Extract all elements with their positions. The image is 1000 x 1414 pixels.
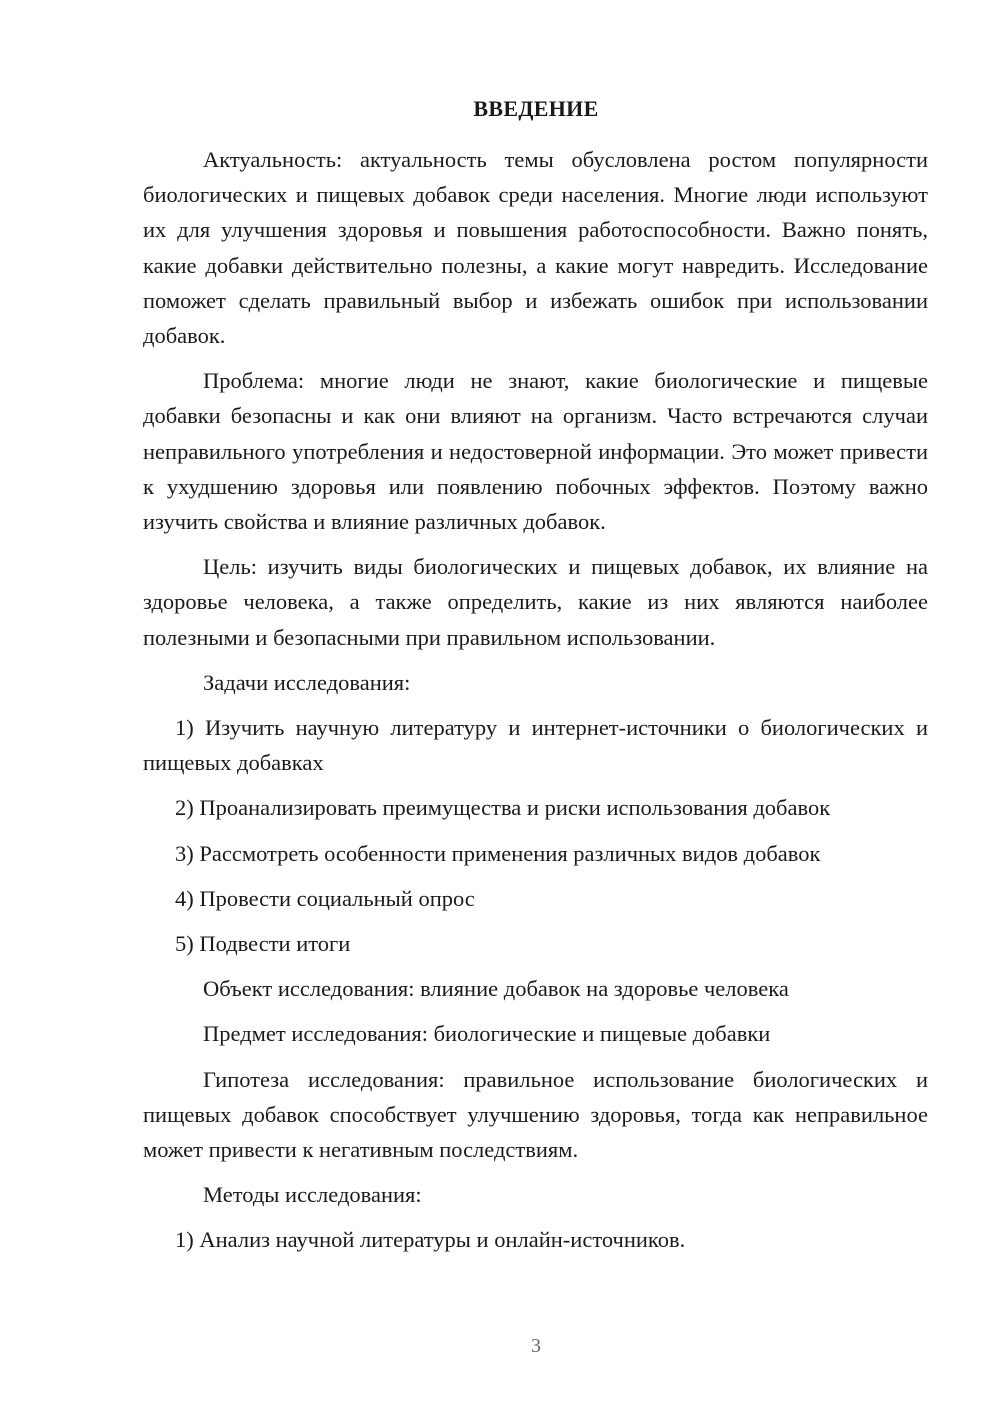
- document-body: [143, 142, 928, 1268]
- methods-title: Методы исследования:: [203, 1182, 422, 1208]
- method-item: 1) Анализ научной литературы и онлайн-источников.: [175, 1227, 686, 1253]
- section-heading: ВВЕДЕНИЕ: [473, 96, 599, 121]
- task-item: 5) Подвести итоги: [175, 931, 351, 957]
- hypothesis-paragraph: Гипотеза исследования: правильное использование биологических и пищевых добавок способствует улучшению здоровья, тогда как неправильное может привести к негативным последствиям.: [143, 1066, 928, 1163]
- goal-paragraph: Цель: изучить виды биологических и пищевых добавок, их влияние на здоровье человека, а также определить, какие из них являются наиболее полезными и безопасными при правильном использовании.: [143, 554, 928, 650]
- task-item: 1) Изучить научную литературу и интернет-источники о биологических и пищевых добавках: [143, 715, 928, 776]
- tasks-title: Задачи исследования:: [203, 669, 411, 695]
- task-item: 3) Рассмотреть особенности применения различных видов добавок: [175, 840, 821, 866]
- problem-paragraph: Проблема: многие люди не знают, какие биологические и пищевые добавки безопасны и как они влияют на организм. Часто встречаются случаи неправильного употребления и недостоверной информации. Это может привести к ухудшению здоровья или появлению побочных эффектов. Поэтому важно изучить свойства и влияние различных добавок.: [143, 368, 928, 535]
- subject-paragraph: Предмет исследования: биологические и пищевые добавки: [203, 1021, 771, 1047]
- task-item: 4) Провести социальный опрос: [175, 885, 475, 911]
- object-paragraph: Объект исследования: влияние добавок на здоровье человека: [203, 976, 789, 1002]
- task-item: 2) Проанализировать преимущества и риски использования добавок: [175, 795, 831, 821]
- relevance-paragraph: Актуальность: актуальность темы обусловлена ростом популярности биологических и пищевых добавок среди населения. Многие люди используют их для улучшения здоровья и повышения работоспособности. Важно понять, какие добавки действительно полезны, а какие могут навредить. Исследование поможет сделать правильный выбор и избежать ошибок при использовании добавок.: [143, 147, 928, 349]
- page-number: 3: [531, 1335, 541, 1357]
